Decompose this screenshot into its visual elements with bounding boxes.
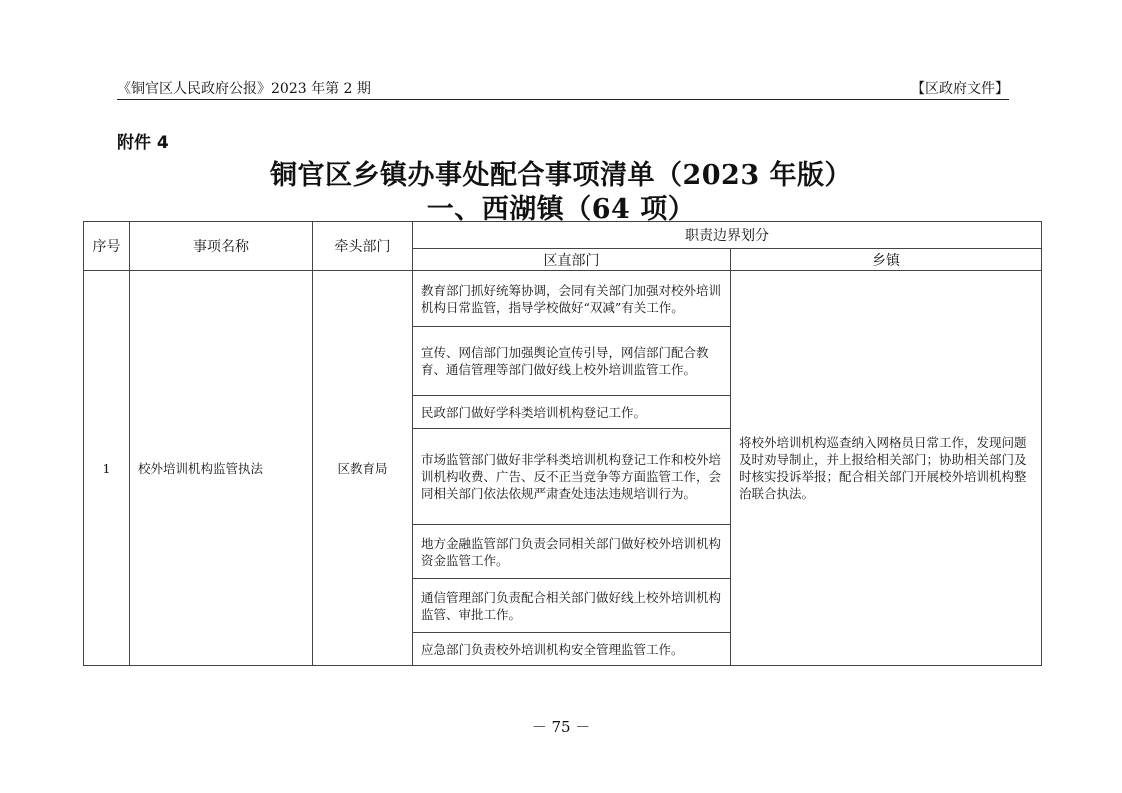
header-item-name: 事项名称: [130, 222, 313, 271]
district-duty: 教育部门抓好统筹协调，会同有关部门加强对校外培训机构日常监管，指导学校做好“双减”有关工作。: [413, 271, 731, 327]
row-number: 1: [84, 271, 130, 666]
header-lead-dept: 牵头部门: [313, 222, 413, 271]
row-lead-dept: 区教育局: [313, 271, 413, 666]
district-duty: 民政部门做好学科类培训机构登记工作。: [413, 396, 731, 429]
district-duty: 应急部门负责校外培训机构安全管理监管工作。: [413, 633, 731, 666]
running-header: [117, 76, 1009, 96]
table-header-row: [84, 222, 1042, 249]
row-item-name: 校外培训机构监管执法: [130, 271, 313, 666]
attachment-label: 附件 4: [117, 133, 169, 153]
section-title: 一、西湖镇（64 项）: [426, 194, 696, 225]
district-duty: 市场监管部门做好非学科类培训机构登记工作和校外培训机构收费、广告、反不正当竞争等方面监管工作，会同相关部门依法依规严肃查处违法违规培训行为。: [413, 429, 731, 525]
header-district-depts: 区直部门: [413, 249, 731, 271]
document-title: 铜官区乡镇办事处配合事项清单（2023 年版）: [269, 160, 853, 191]
district-duty: 通信管理部门负责配合相关部门做好线上校外培训机构监管、审批工作。: [413, 579, 731, 633]
header-number: 序号: [84, 222, 130, 271]
duty-table: [83, 221, 1042, 666]
header-divider: [117, 99, 1009, 100]
publication-name: 《铜官区人民政府公报》2023 年第 2 期: [117, 81, 371, 97]
table-row: [84, 271, 1042, 327]
section-label: 【区政府文件】: [911, 81, 1009, 97]
header-boundary: 职责边界划分: [413, 222, 1042, 249]
district-duty: 地方金融监管部门负责会同相关部门做好校外培训机构资金监管工作。: [413, 525, 731, 579]
header-township: 乡镇: [731, 249, 1042, 271]
township-duty: 将校外培训机构巡查纳入网格员日常工作，发现问题及时劝导制止，并上报给相关部门；协助相关部门及时核实投诉举报；配合相关部门开展校外培训机构整治联合执法。: [731, 271, 1042, 666]
page-number: － 75 －: [531, 718, 591, 736]
district-duty: 宣传、网信部门加强舆论宣传引导，网信部门配合教育、通信管理等部门做好线上校外培训监管工作。: [413, 327, 731, 396]
